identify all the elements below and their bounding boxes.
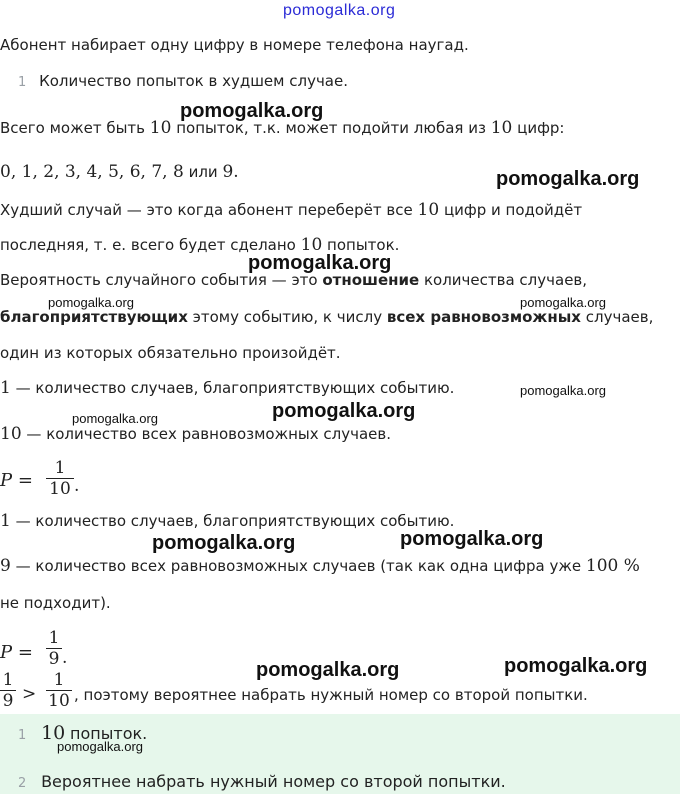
math-number: 10 <box>417 200 440 220</box>
question-number: 1 <box>18 75 27 90</box>
watermark: pomogalka.org <box>256 659 400 681</box>
text: цифр: <box>517 119 565 137</box>
math-number: 1 <box>0 511 11 531</box>
fraction-compare-right <box>46 670 72 711</box>
comparison-text: , поэтому вероятнее набрать нужный номер со второй попытки. <box>74 686 588 704</box>
question-text: Количество попыток в худшем случае. <box>39 72 348 90</box>
probability-label: P = <box>0 642 33 663</box>
intro-text: Абонент набирает одну цифру в номере телефона наугад. <box>0 36 469 54</box>
math-number: 9. <box>222 162 239 182</box>
question-1 <box>18 72 348 90</box>
fraction-numerator: 1 <box>53 670 65 690</box>
watermark: pomogalka.org <box>496 168 640 190</box>
total-count-second-cont: не подходит). <box>0 594 111 612</box>
digits-list <box>0 162 239 182</box>
watermark: pomogalka.org <box>152 532 296 554</box>
text: Вероятность случайного события — это <box>0 271 318 289</box>
watermark: pomogalka.org <box>248 252 392 274</box>
answer-text: попыток. <box>70 724 148 743</box>
text: этому событию, к числу <box>192 308 383 326</box>
watermark: pomogalka.org <box>180 100 324 122</box>
watermark: pomogalka.org <box>504 655 648 677</box>
greater-than: > <box>22 684 37 704</box>
math-number: 10 <box>41 722 66 744</box>
definition-line-2 <box>0 308 653 326</box>
total-count-second <box>0 556 640 576</box>
fraction-numerator: 1 <box>48 628 60 648</box>
text: — количество всех равновозможных случаев. <box>26 425 392 443</box>
answer-number: 2 <box>18 776 27 791</box>
text: попыток, т.к. может подойти любая из <box>176 119 486 137</box>
fraction-first <box>46 458 74 499</box>
math-number: 10 <box>0 424 22 444</box>
fraction-second <box>46 628 62 669</box>
fraction-denominator: 10 <box>46 690 72 711</box>
definition-line-3: один из которых обязательно произойдёт. <box>0 344 341 362</box>
text: Всего может быть <box>0 119 146 137</box>
text: — количество случаев, благоприятствующих событию. <box>15 379 455 397</box>
period: . <box>74 476 80 496</box>
math-number: 10 <box>490 118 513 138</box>
watermark: pomogalka.org <box>57 739 143 754</box>
math-number: 10 <box>149 118 172 138</box>
fraction-denominator: 9 <box>46 648 62 669</box>
watermark: pomogalka.org <box>520 295 606 310</box>
answer-2 <box>18 772 506 791</box>
definition-line-1 <box>0 271 587 289</box>
answer-text: Вероятнее набрать нужный номер со второй попытки. <box>41 772 506 791</box>
math-digits: 0, 1, 2, 3, 4, 5, 6, 7, 8 <box>0 162 184 182</box>
math-percent: 100 % <box>585 556 640 576</box>
favorable-count-second <box>0 511 454 531</box>
text: — количество всех равновозможных случаев (так как одна цифра уже <box>15 557 582 575</box>
text: Худший случай — это когда абонент переберёт все <box>0 201 413 219</box>
probability-label: P = <box>0 470 33 491</box>
fraction-numerator: 1 <box>54 458 66 478</box>
fraction-compare-left <box>0 670 16 711</box>
text: или <box>188 163 218 181</box>
watermark: pomogalka.org <box>48 295 134 310</box>
math-number: 9 <box>0 556 11 576</box>
text: цифр и подойдёт <box>443 201 583 219</box>
paragraph-worst-case <box>0 200 582 220</box>
total-count-first <box>0 424 391 444</box>
bold-term: отношение <box>322 271 420 289</box>
math-number: 10 <box>300 235 323 255</box>
favorable-count-first <box>0 378 454 398</box>
period: . <box>62 648 68 668</box>
math-number: 1 <box>0 378 11 398</box>
watermark: pomogalka.org <box>400 528 544 550</box>
text: последняя, т. е. всего будет сделано <box>0 236 296 254</box>
text: попыток. <box>327 236 400 254</box>
fraction-numerator: 1 <box>2 670 14 690</box>
text: — количество случаев, благоприятствующих событию. <box>15 512 455 530</box>
bold-term: всех равновозможных <box>386 308 581 326</box>
text: количества случаев, <box>423 271 588 289</box>
text: случаев, <box>585 308 654 326</box>
watermark: pomogalka.org <box>72 411 158 426</box>
watermark: pomogalka.org <box>272 400 416 422</box>
bold-term: благоприятствующих <box>0 308 188 326</box>
paragraph-total <box>0 118 564 138</box>
fraction-denominator: 9 <box>0 690 16 711</box>
watermark: pomogalka.org <box>520 383 606 398</box>
answer-number: 1 <box>18 728 27 743</box>
watermark-top: pomogalka.org <box>283 2 396 19</box>
fraction-denominator: 10 <box>46 478 74 499</box>
